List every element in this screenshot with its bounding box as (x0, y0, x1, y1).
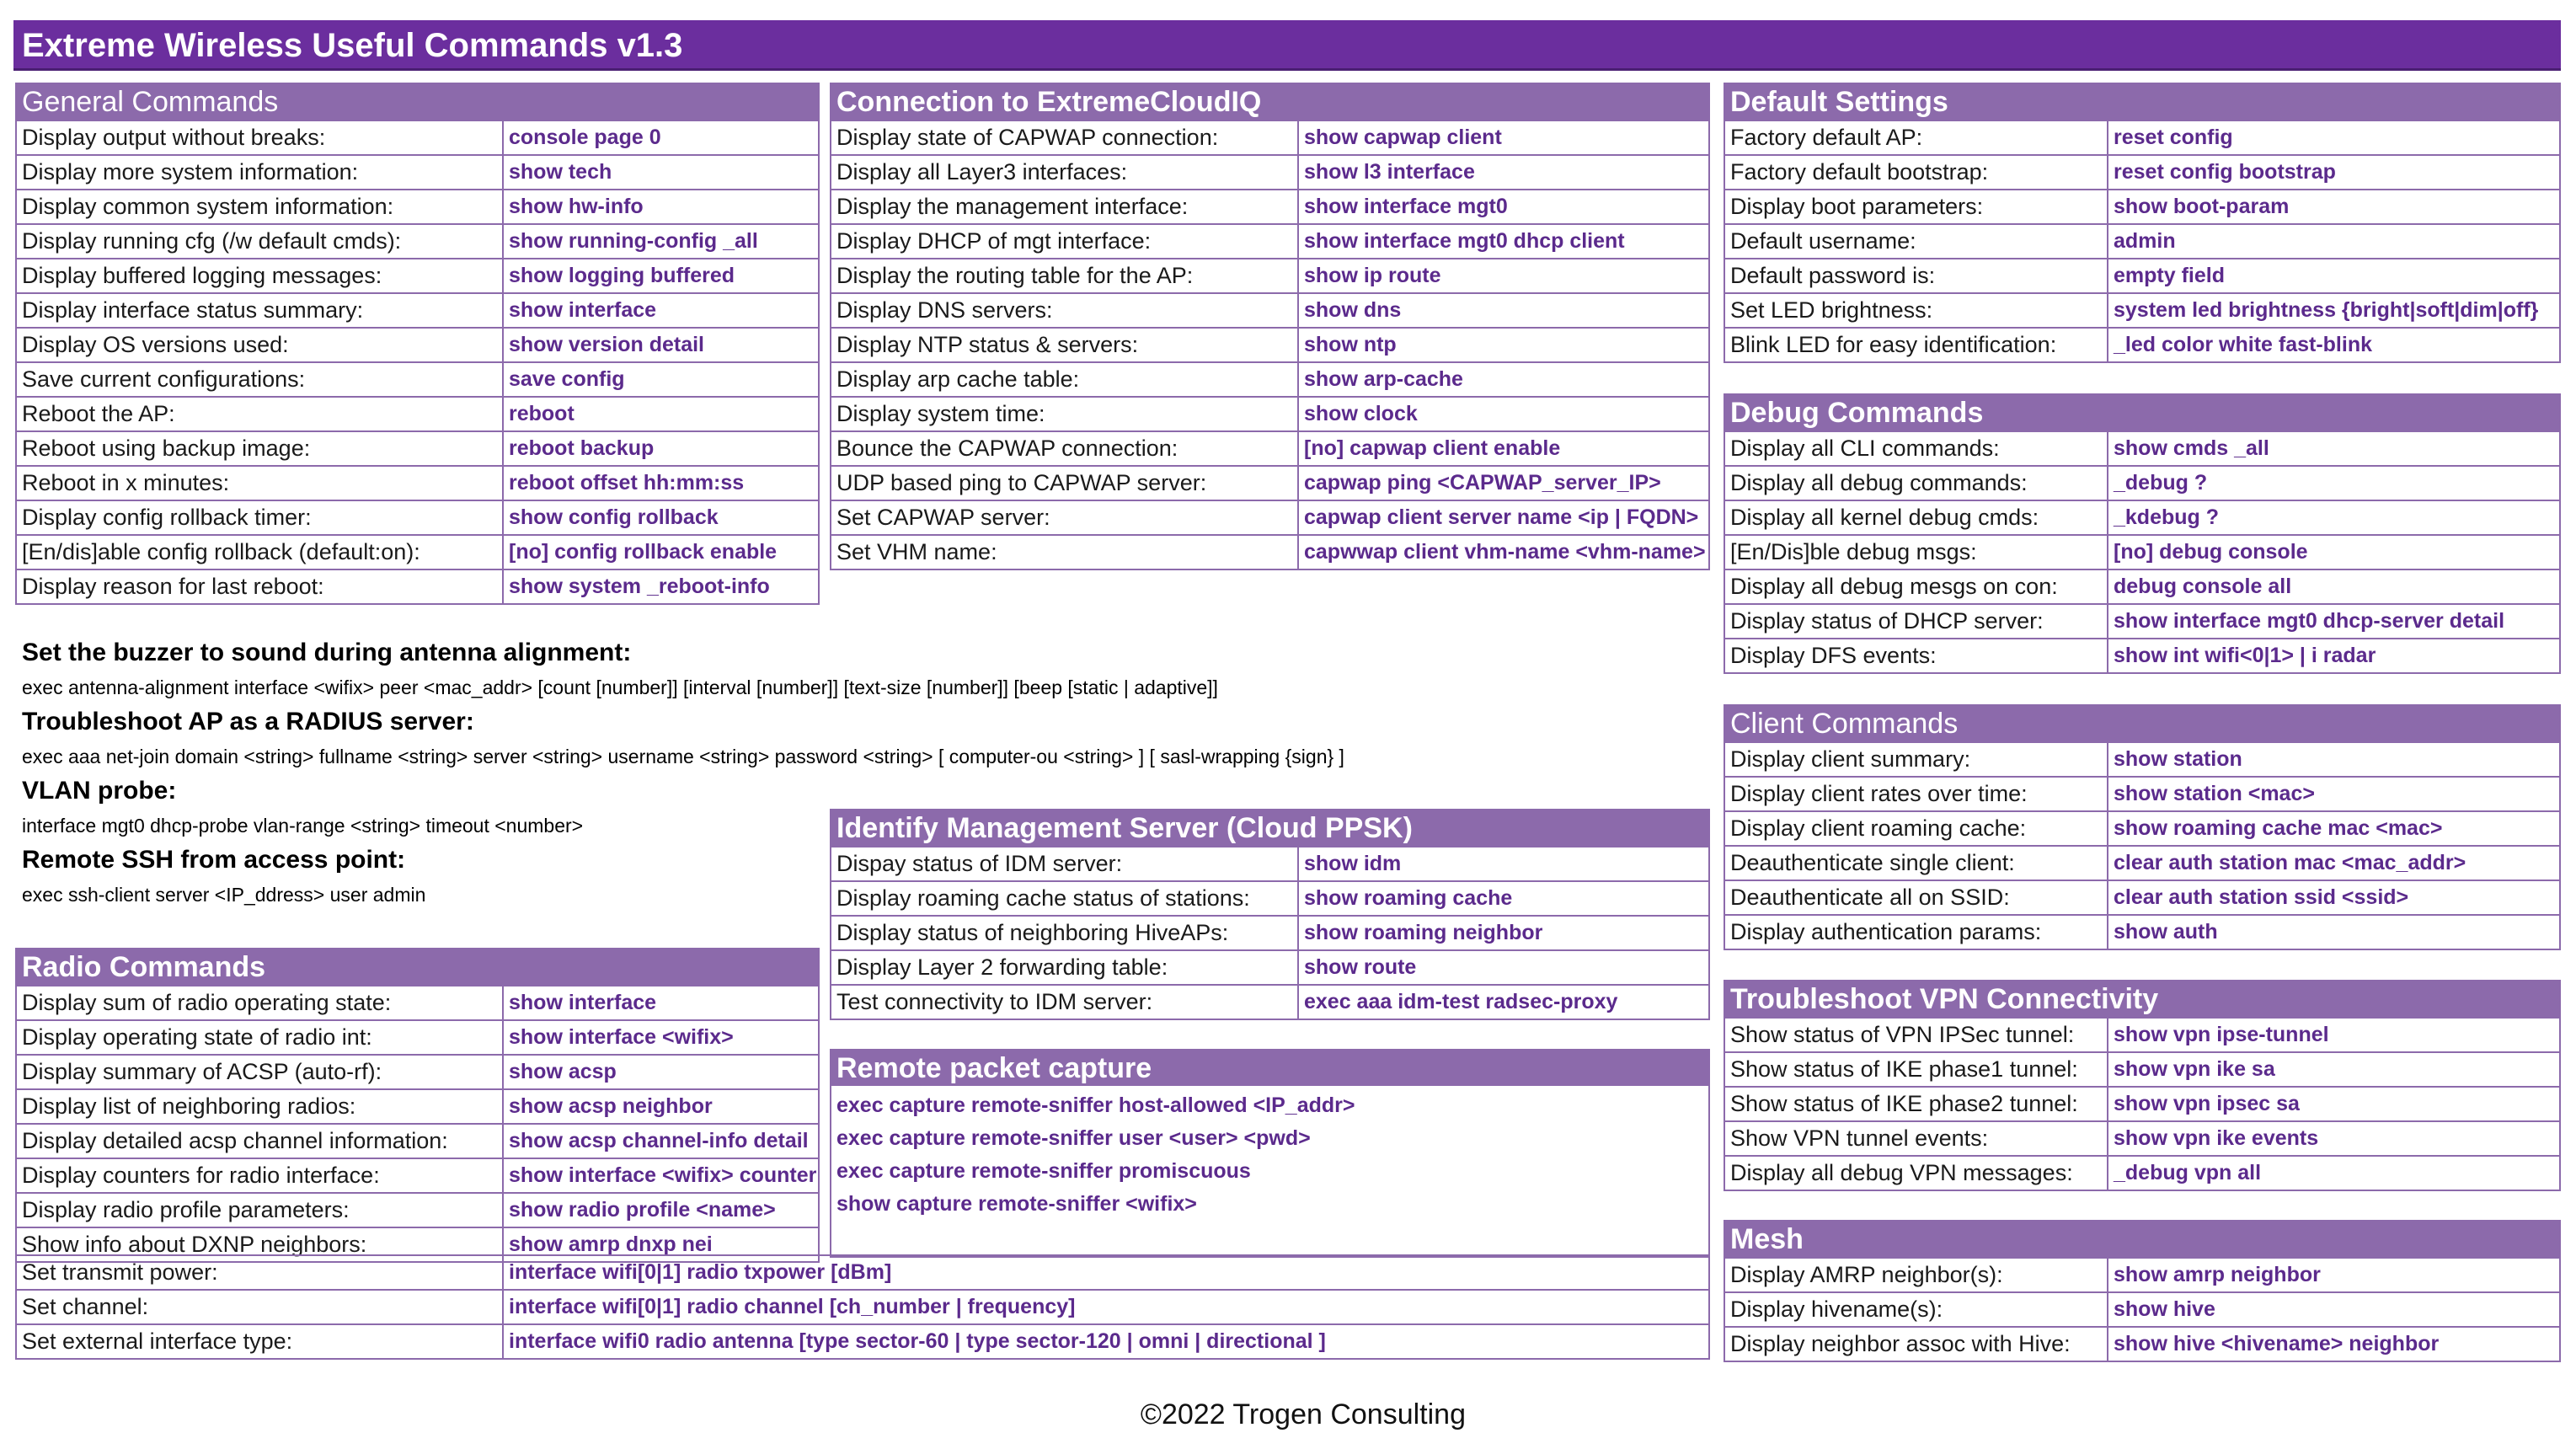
command-description: Display summary of ACSP (auto-rf): (16, 1055, 503, 1089)
command-text: admin (2108, 224, 2560, 259)
table-row (1724, 1258, 2560, 1292)
command-description: Display authentication params: (1724, 915, 2108, 949)
command-text: reboot (503, 397, 819, 431)
command-text: show interface mgt0 (1298, 190, 1709, 224)
command-description: Default password is: (1724, 259, 2108, 293)
command-text: show station (2108, 742, 2560, 777)
page-title: Extreme Wireless Useful Commands v1.3 (13, 20, 2561, 71)
command-description: Display output without breaks: (16, 120, 503, 155)
command-text: show interface mgt0 dhcp-server detail (2108, 604, 2560, 639)
command-description: Display DHCP of mgt interface: (831, 224, 1298, 259)
command-text: show route (1298, 950, 1709, 985)
command-text: show dns (1298, 293, 1709, 328)
command-text: capwap ping <CAPWAP_server_IP> (1298, 466, 1709, 500)
table-row (1724, 742, 2560, 777)
table-row (831, 535, 1709, 569)
command-description: Factory default AP: (1724, 120, 2108, 155)
table-row (1724, 915, 2560, 949)
command-description: Default username: (1724, 224, 2108, 259)
command-text: show interface mgt0 dhcp client (1298, 224, 1709, 259)
command-description: Display OS versions used: (16, 328, 503, 362)
command-description: Display detailed acsp channel information: (16, 1124, 503, 1158)
table-row (831, 362, 1709, 397)
general-commands-section (15, 83, 820, 605)
command-text: show arp-cache (1298, 362, 1709, 397)
cloudiq-section (830, 83, 1710, 570)
table-row (1724, 1156, 2560, 1190)
command-text: clear auth station mac <mac_addr> (2108, 846, 2560, 880)
command-description: Factory default bootstrap: (1724, 155, 2108, 190)
vlan-heading: VLAN probe: (22, 777, 177, 805)
table-row (831, 881, 1709, 916)
table-row (1724, 777, 2560, 811)
ssh-command: exec ssh-client server <IP_ddress> user admin (22, 884, 426, 906)
command-text: [no] config rollback enable (503, 535, 819, 569)
command-text: show interface (503, 986, 819, 1020)
table-row (16, 1324, 1709, 1359)
section-header: Connection to ExtremeCloudIQ (830, 83, 1710, 120)
command-text: show ip route (1298, 259, 1709, 293)
section-header: Remote packet capture (830, 1049, 1710, 1086)
command-text: show radio profile <name> (503, 1193, 819, 1227)
command-description: Display client roaming cache: (1724, 811, 2108, 846)
command-text: show interface <wifix> counter (503, 1158, 819, 1193)
command-description: Display common system information: (16, 190, 503, 224)
section-header: Client Commands (1724, 704, 2561, 741)
command-description: Display buffered logging messages: (16, 259, 503, 293)
command-description: Set VHM name: (831, 535, 1298, 569)
capture-command: exec capture remote-sniffer user <user> <pwd> (836, 1126, 1311, 1150)
table-row (1724, 190, 2560, 224)
copyright-text: ©2022 Trogen Consulting (1140, 1398, 1466, 1430)
command-description: Show status of IKE phase1 tunnel: (1724, 1052, 2108, 1087)
command-text: show auth (2108, 915, 2560, 949)
command-text: _debug vpn all (2108, 1156, 2560, 1190)
command-text: show hw-info (503, 190, 819, 224)
command-text: show acsp (503, 1055, 819, 1089)
ssh-heading: Remote SSH from access point: (22, 846, 406, 874)
table-row (16, 362, 819, 397)
command-description: Display Layer 2 forwarding table: (831, 950, 1298, 985)
command-table (15, 1254, 1710, 1360)
radio-commands-section (15, 948, 820, 1263)
command-description: Show info about DXNP neighbors: (16, 1227, 503, 1262)
table-row (1724, 604, 2560, 639)
command-text: show vpn ipsec sa (2108, 1087, 2560, 1121)
command-text: exec aaa idm-test radsec-proxy (1298, 985, 1709, 1019)
command-text: empty field (2108, 259, 2560, 293)
command-table (830, 120, 1710, 570)
command-text: reset config bootstrap (2108, 155, 2560, 190)
debug-commands-section (1724, 393, 2561, 674)
copyright-footer (0, 1398, 2013, 1431)
table-row (16, 1020, 819, 1055)
command-description: Set external interface type: (16, 1324, 503, 1359)
command-description: Display all CLI commands: (1724, 431, 2108, 466)
command-description: Display all Layer3 interfaces: (831, 155, 1298, 190)
command-text: _led color white fast-blink (2108, 328, 2560, 362)
table-row (16, 466, 819, 500)
command-description: Bounce the CAPWAP connection: (831, 431, 1298, 466)
command-description: Display DNS servers: (831, 293, 1298, 328)
section-header: Mesh (1724, 1220, 2561, 1257)
table-row (16, 1124, 819, 1158)
command-description: Set transmit power: (16, 1255, 503, 1290)
command-description: Show VPN tunnel events: (1724, 1121, 2108, 1156)
table-row (831, 397, 1709, 431)
table-row (16, 535, 819, 569)
command-text: interface wifi[0|1] radio channel [ch_number | frequency] (503, 1290, 1709, 1324)
command-table (1724, 430, 2561, 674)
command-description: Display state of CAPWAP connection: (831, 120, 1298, 155)
command-text: show boot-param (2108, 190, 2560, 224)
command-text: show version detail (503, 328, 819, 362)
capture-command: exec capture remote-sniffer host-allowed <IP_addr> (836, 1093, 1355, 1117)
command-text: reset config (2108, 120, 2560, 155)
idm-section (830, 809, 1710, 1020)
command-table (1724, 1017, 2561, 1191)
command-text: _debug ? (2108, 466, 2560, 500)
command-description: Set CAPWAP server: (831, 500, 1298, 535)
command-description: Display system time: (831, 397, 1298, 431)
table-row (16, 328, 819, 362)
client-commands-section (1724, 704, 2561, 950)
table-row (1724, 500, 2560, 535)
table-row (16, 1055, 819, 1089)
command-description: UDP based ping to CAPWAP server: (831, 466, 1298, 500)
command-description: Reboot the AP: (16, 397, 503, 431)
table-row (1724, 846, 2560, 880)
capture-command: show capture remote-sniffer <wifix> (836, 1192, 1197, 1216)
command-description: Display list of neighboring radios: (16, 1089, 503, 1124)
command-description: Display DFS events: (1724, 639, 2108, 673)
command-text: _kdebug ? (2108, 500, 2560, 535)
command-text: show config rollback (503, 500, 819, 535)
command-text: show idm (1298, 847, 1709, 881)
table-row (831, 431, 1709, 466)
command-table (1724, 741, 2561, 950)
command-text: show roaming cache mac <mac> (2108, 811, 2560, 846)
table-row (1724, 639, 2560, 673)
command-description: Display all debug VPN messages: (1724, 1156, 2108, 1190)
table-row (16, 190, 819, 224)
section-header: General Commands (15, 83, 820, 120)
command-text: console page 0 (503, 120, 819, 155)
buzzer-heading: Set the buzzer to sound during antenna alignment: (22, 639, 632, 666)
command-description: Display counters for radio interface: (16, 1158, 503, 1193)
table-row (1724, 224, 2560, 259)
command-description: Display roaming cache status of stations: (831, 881, 1298, 916)
table-row (831, 190, 1709, 224)
table-row (1724, 120, 2560, 155)
command-table (15, 120, 820, 605)
table-row (16, 397, 819, 431)
command-description: Reboot in x minutes: (16, 466, 503, 500)
radio-wide-commands (15, 1254, 1710, 1360)
command-text: show cmds _all (2108, 431, 2560, 466)
command-text: save config (503, 362, 819, 397)
command-table (1724, 120, 2561, 363)
table-row (1724, 328, 2560, 362)
table-row (16, 224, 819, 259)
command-description: Save current configurations: (16, 362, 503, 397)
table-row (1724, 569, 2560, 604)
table-row (1724, 880, 2560, 915)
command-text: [no] debug console (2108, 535, 2560, 569)
table-row (1724, 811, 2560, 846)
command-text: show vpn ike sa (2108, 1052, 2560, 1087)
command-description: Display status of DHCP server: (1724, 604, 2108, 639)
table-row (16, 569, 819, 604)
command-description: Test connectivity to IDM server: (831, 985, 1298, 1019)
table-row (1724, 1052, 2560, 1087)
command-text: capwwap client vhm-name <vhm-name> (1298, 535, 1709, 569)
command-text: debug console all (2108, 569, 2560, 604)
command-text: [no] capwap client enable (1298, 431, 1709, 466)
command-text: show l3 interface (1298, 155, 1709, 190)
section-header: Radio Commands (15, 948, 820, 985)
command-text: show station <mac> (2108, 777, 2560, 811)
table-row (16, 431, 819, 466)
table-row (831, 293, 1709, 328)
command-description: Display the management interface: (831, 190, 1298, 224)
command-text: show amrp dnxp nei (503, 1227, 819, 1262)
table-row (16, 293, 819, 328)
table-row (1724, 466, 2560, 500)
command-text: show running-config _all (503, 224, 819, 259)
command-description: Display reason for last reboot: (16, 569, 503, 604)
command-description: Display client rates over time: (1724, 777, 2108, 811)
command-text: show acsp channel-info detail (503, 1124, 819, 1158)
vlan-command: interface mgt0 dhcp-probe vlan-range <string> timeout <number> (22, 815, 584, 837)
table-row (831, 916, 1709, 950)
command-description: Display running cfg (/w default cmds): (16, 224, 503, 259)
command-description: Show status of VPN IPSec tunnel: (1724, 1018, 2108, 1052)
default-settings-section (1724, 83, 2561, 363)
table-row (1724, 293, 2560, 328)
command-description: Display arp cache table: (831, 362, 1298, 397)
command-text: show tech (503, 155, 819, 190)
command-description: Reboot using backup image: (16, 431, 503, 466)
command-text: show vpn ipse-tunnel (2108, 1018, 2560, 1052)
command-description: Display all debug mesgs on con: (1724, 569, 2108, 604)
command-description: [En/dis]able config rollback (default:on): (16, 535, 503, 569)
command-text: show hive <hivename> neighbor (2108, 1327, 2560, 1361)
table-row (831, 259, 1709, 293)
buzzer-command: exec antenna-alignment interface <wifix> peer <mac_addr> [count [number]] [interval [number]] [text-size [number]] [beep [static | adaptive]] (22, 676, 1218, 698)
command-description: Display more system information: (16, 155, 503, 190)
table-row (16, 500, 819, 535)
table-row (1724, 1121, 2560, 1156)
table-row (831, 500, 1709, 535)
command-description: Display boot parameters: (1724, 190, 2108, 224)
command-description: Deauthenticate all on SSID: (1724, 880, 2108, 915)
command-text: system led brightness {bright|soft|dim|off} (2108, 293, 2560, 328)
table-row (831, 328, 1709, 362)
packet-capture-section (830, 1049, 1710, 1258)
command-description: Display neighbor assoc with Hive: (1724, 1327, 2108, 1361)
command-description: Display status of neighboring HiveAPs: (831, 916, 1298, 950)
command-description: Display NTP status & servers: (831, 328, 1298, 362)
table-row (831, 985, 1709, 1019)
command-text: show hive (2108, 1292, 2560, 1327)
section-header: Identify Management Server (Cloud PPSK) (830, 809, 1710, 846)
capture-command: exec capture remote-sniffer promiscuous (836, 1159, 1251, 1183)
command-text: show roaming cache (1298, 881, 1709, 916)
vpn-section (1724, 980, 2561, 1191)
command-description: Display interface status summary: (16, 293, 503, 328)
command-description: Display operating state of radio int: (16, 1020, 503, 1055)
table-row (1724, 431, 2560, 466)
command-text: capwap client server name <ip | FQDN> (1298, 500, 1709, 535)
section-header: Debug Commands (1724, 393, 2561, 430)
command-description: Set LED brightness: (1724, 293, 2108, 328)
table-row (16, 1290, 1709, 1324)
table-row (1724, 535, 2560, 569)
table-row (16, 1158, 819, 1193)
table-row (1724, 1087, 2560, 1121)
command-description: Display sum of radio operating state: (16, 986, 503, 1020)
table-row (831, 847, 1709, 881)
command-text: show vpn ike events (2108, 1121, 2560, 1156)
command-text: show interface (503, 293, 819, 328)
command-text: show acsp neighbor (503, 1089, 819, 1124)
table-row (831, 224, 1709, 259)
command-text: show logging buffered (503, 259, 819, 293)
table-row (16, 120, 819, 155)
table-row (1724, 1018, 2560, 1052)
table-row (831, 155, 1709, 190)
command-description: Display all debug commands: (1724, 466, 2108, 500)
radius-heading: Troubleshoot AP as a RADIUS server: (22, 708, 474, 735)
section-header: Troubleshoot VPN Connectivity (1724, 980, 2561, 1017)
command-description: Display the routing table for the AP: (831, 259, 1298, 293)
command-table (15, 985, 820, 1263)
command-description: [En/Dis]ble debug msgs: (1724, 535, 2108, 569)
mesh-section (1724, 1220, 2561, 1362)
command-text: interface wifi0 radio antenna [type sector-60 | type sector-120 | omni | directional ] (503, 1324, 1709, 1359)
command-text: reboot backup (503, 431, 819, 466)
command-text: clear auth station ssid <ssid> (2108, 880, 2560, 915)
command-text: show clock (1298, 397, 1709, 431)
radius-command: exec aaa net-join domain <string> fullname <string> server <string> username <string> password <string> [ computer-ou <string> ] [ sasl-wrapping {sign} ] (22, 746, 1344, 767)
command-text: show system _reboot-info (503, 569, 819, 604)
capture-command-list (830, 1086, 1710, 1258)
table-row (1724, 1327, 2560, 1361)
command-text: show amrp neighbor (2108, 1258, 2560, 1292)
table-row (16, 986, 819, 1020)
command-description: Dispay status of IDM server: (831, 847, 1298, 881)
table-row (16, 1193, 819, 1227)
command-text: interface wifi[0|1] radio txpower [dBm] (503, 1255, 1709, 1290)
command-text: show int wifi<0|1> | i radar (2108, 639, 2560, 673)
command-table (1724, 1257, 2561, 1362)
table-row (16, 1089, 819, 1124)
table-row (831, 120, 1709, 155)
command-description: Display AMRP neighbor(s): (1724, 1258, 2108, 1292)
command-description: Display config rollback timer: (16, 500, 503, 535)
table-row (16, 155, 819, 190)
table-row (831, 466, 1709, 500)
command-description: Display all kernel debug cmds: (1724, 500, 2108, 535)
table-row (16, 259, 819, 293)
section-header: Default Settings (1724, 83, 2561, 120)
command-text: show ntp (1298, 328, 1709, 362)
table-row (16, 1255, 1709, 1290)
command-text: show interface <wifix> (503, 1020, 819, 1055)
table-row (1724, 259, 2560, 293)
command-description: Show status of IKE phase2 tunnel: (1724, 1087, 2108, 1121)
table-row (831, 950, 1709, 985)
command-text: show roaming neighbor (1298, 916, 1709, 950)
command-description: Blink LED for easy identification: (1724, 328, 2108, 362)
command-description: Display client summary: (1724, 742, 2108, 777)
command-text: show capwap client (1298, 120, 1709, 155)
command-table (830, 846, 1710, 1020)
command-description: Deauthenticate single client: (1724, 846, 2108, 880)
command-description: Set channel: (16, 1290, 503, 1324)
command-description: Display hivename(s): (1724, 1292, 2108, 1327)
table-row (1724, 155, 2560, 190)
command-text: reboot offset hh:mm:ss (503, 466, 819, 500)
command-description: Display radio profile parameters: (16, 1193, 503, 1227)
table-row (1724, 1292, 2560, 1327)
